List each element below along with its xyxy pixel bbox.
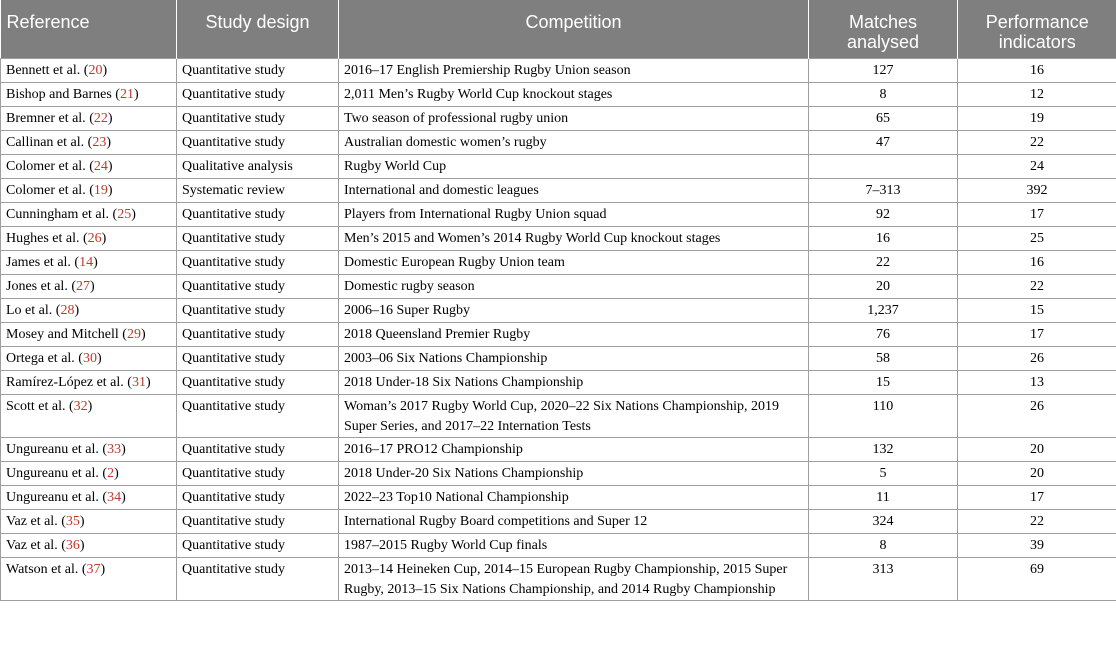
matches-analysed-cell: 58 (809, 346, 958, 370)
matches-analysed-cell: 132 (809, 437, 958, 461)
performance-indicators-cell: 17 (958, 322, 1116, 346)
study-design-cell: Quantitative study (177, 202, 339, 226)
reference-number-link[interactable]: 31 (131, 374, 146, 390)
reference-author: Jones et al. (6, 278, 68, 294)
reference-cell: Lo et al. (28) (1, 298, 177, 322)
reference-cell: Jones et al. (27) (1, 274, 177, 298)
performance-indicators-cell: 39 (958, 533, 1116, 557)
reference-number-link[interactable]: 35 (65, 513, 80, 529)
competition-cell: Men’s 2015 and Women’s 2014 Rugby World Cup knockout stages (339, 226, 809, 250)
competition-cell: 2022–23 Top10 National Championship (339, 485, 809, 509)
study-design-cell: Quantitative study (177, 130, 339, 154)
performance-indicators-cell: 20 (958, 437, 1116, 461)
competition-cell: Domestic European Rugby Union team (339, 250, 809, 274)
reference-author: Hughes et al. (6, 230, 80, 246)
reference-cell: Scott et al. (32) (1, 394, 177, 437)
reference-author: Callinan et al. (6, 134, 85, 150)
reference-cell: Watson et al. (37) (1, 557, 177, 600)
study-design-cell: Quantitative study (177, 250, 339, 274)
matches-analysed-cell: 47 (809, 130, 958, 154)
table-row (1, 226, 1116, 250)
performance-indicators-cell: 19 (958, 106, 1116, 130)
study-design-cell: Quantitative study (177, 394, 339, 437)
reference-author: Vaz et al. (6, 513, 58, 529)
reference-cell: Vaz et al. (35) (1, 509, 177, 533)
reference-number-link[interactable]: 26 (87, 230, 102, 246)
reference-author: Colomer et al. (6, 182, 86, 198)
reference-author: Scott et al. (6, 398, 66, 414)
header-row (1, 0, 1116, 58)
reference-number-link[interactable]: 2 (107, 465, 115, 481)
reference-cell: Mosey and Mitchell (29) (1, 322, 177, 346)
performance-indicators-cell: 16 (958, 58, 1116, 82)
competition-cell: 2018 Queensland Premier Rugby (339, 322, 809, 346)
reference-cell: Colomer et al. (24) (1, 154, 177, 178)
performance-indicators-cell: 392 (958, 178, 1116, 202)
competition-cell: Woman’s 2017 Rugby World Cup, 2020–22 Six Nations Championship, 2019 Super Series, and 2017–22 Internation Tests (339, 394, 809, 437)
table-row (1, 437, 1116, 461)
reference-number-link[interactable]: 20 (88, 62, 103, 78)
reference-cell: Bishop and Barnes (21) (1, 82, 177, 106)
reference-author: Ortega et al. (6, 350, 75, 366)
competition-cell: Players from International Rugby Union squad (339, 202, 809, 226)
performance-indicators-cell: 22 (958, 274, 1116, 298)
matches-analysed-cell: 324 (809, 509, 958, 533)
matches-analysed-cell: 7–313 (809, 178, 958, 202)
reference-author: Ungureanu et al. (6, 489, 99, 505)
reference-number-link[interactable]: 14 (79, 254, 94, 270)
competition-cell: 2003–06 Six Nations Championship (339, 346, 809, 370)
competition-cell: Domestic rugby season (339, 274, 809, 298)
matches-analysed-cell (809, 154, 958, 178)
reference-cell: Ramírez-López et al. (31) (1, 370, 177, 394)
header-competition: Competition (339, 0, 809, 58)
study-design-cell: Quantitative study (177, 82, 339, 106)
table-row (1, 178, 1116, 202)
header-performance-indicators: Performance indicators (958, 0, 1116, 58)
reference-cell: Callinan et al. (23) (1, 130, 177, 154)
matches-analysed-cell: 110 (809, 394, 958, 437)
table-row (1, 346, 1116, 370)
study-design-cell: Quantitative study (177, 557, 339, 600)
performance-indicators-cell: 26 (958, 346, 1116, 370)
competition-cell: 2016–17 PRO12 Championship (339, 437, 809, 461)
reference-number-link[interactable]: 23 (92, 134, 107, 150)
table-row (1, 485, 1116, 509)
reference-author: Mosey and Mitchell (6, 326, 119, 342)
reference-number-link[interactable]: 25 (117, 206, 132, 222)
matches-analysed-cell: 16 (809, 226, 958, 250)
study-design-cell: Quantitative study (177, 485, 339, 509)
reference-number-link[interactable]: 22 (93, 110, 108, 126)
study-design-cell: Quantitative study (177, 322, 339, 346)
competition-cell: 1987–2015 Rugby World Cup finals (339, 533, 809, 557)
reference-number-link[interactable]: 21 (119, 86, 134, 102)
performance-indicators-cell: 15 (958, 298, 1116, 322)
study-design-cell: Quantitative study (177, 509, 339, 533)
matches-analysed-cell: 76 (809, 322, 958, 346)
reference-cell: Colomer et al. (19) (1, 178, 177, 202)
matches-analysed-cell: 8 (809, 82, 958, 106)
reference-cell: Bennett et al. (20) (1, 58, 177, 82)
study-design-cell: Quantitative study (177, 298, 339, 322)
reference-author: Lo et al. (6, 302, 53, 318)
reference-author: Ungureanu et al. (6, 441, 99, 457)
table-row (1, 82, 1116, 106)
reference-author: Bishop and Barnes (6, 86, 112, 102)
reference-author: Watson et al. (6, 561, 79, 577)
reference-author: Bennett et al. (6, 62, 81, 78)
competition-cell: International Rugby Board competitions and Super 12 (339, 509, 809, 533)
reference-number-link[interactable]: 27 (76, 278, 90, 294)
performance-indicators-cell: 25 (958, 226, 1116, 250)
reference-number-link[interactable]: 29 (126, 326, 141, 342)
table-row (1, 557, 1116, 600)
table-row (1, 202, 1116, 226)
matches-analysed-cell: 65 (809, 106, 958, 130)
performance-indicators-cell: 17 (958, 485, 1116, 509)
reference-cell: James et al. (14) (1, 250, 177, 274)
reference-author: Colomer et al. (6, 158, 86, 174)
performance-indicators-cell: 69 (958, 557, 1116, 600)
matches-analysed-cell: 22 (809, 250, 958, 274)
study-design-cell: Quantitative study (177, 274, 339, 298)
table-row (1, 250, 1116, 274)
matches-analysed-cell: 11 (809, 485, 958, 509)
header-matches-analysed: Matches analysed (809, 0, 958, 58)
header-study-design: Study design (177, 0, 339, 58)
reference-number-link[interactable]: 28 (60, 302, 75, 318)
reference-cell: Hughes et al. (26) (1, 226, 177, 250)
performance-indicators-cell: 22 (958, 509, 1116, 533)
matches-analysed-cell: 20 (809, 274, 958, 298)
competition-cell: Two season of professional rugby union (339, 106, 809, 130)
reference-author: Cunningham et al. (6, 206, 110, 222)
reference-cell: Vaz et al. (36) (1, 533, 177, 557)
reference-author: Ungureanu et al. (6, 465, 99, 481)
study-design-cell: Systematic review (177, 178, 339, 202)
performance-indicators-cell: 13 (958, 370, 1116, 394)
table-row (1, 130, 1116, 154)
study-design-cell: Quantitative study (177, 346, 339, 370)
table-header (1, 0, 1116, 58)
table-row (1, 509, 1116, 533)
study-design-cell: Qualitative analysis (177, 154, 339, 178)
matches-analysed-cell: 5 (809, 461, 958, 485)
reference-number-link[interactable]: 19 (93, 182, 108, 198)
study-design-cell: Quantitative study (177, 437, 339, 461)
reference-number-link[interactable]: 34 (107, 489, 122, 505)
reference-cell: Ungureanu et al. (34) (1, 485, 177, 509)
performance-indicators-cell: 17 (958, 202, 1116, 226)
header-reference: Reference (1, 0, 177, 58)
reference-author: James et al. (6, 254, 71, 270)
table-body (1, 58, 1116, 600)
matches-analysed-cell: 1,237 (809, 298, 958, 322)
table-row (1, 298, 1116, 322)
table-row (1, 394, 1116, 437)
competition-cell: 2018 Under-20 Six Nations Championship (339, 461, 809, 485)
competition-cell: International and domestic leagues (339, 178, 809, 202)
study-design-cell: Quantitative study (177, 370, 339, 394)
matches-analysed-cell: 127 (809, 58, 958, 82)
reference-number-link[interactable]: 36 (65, 537, 80, 553)
study-design-cell: Quantitative study (177, 461, 339, 485)
reference-number-link[interactable]: 37 (86, 561, 101, 577)
table-row (1, 274, 1116, 298)
study-design-cell: Quantitative study (177, 226, 339, 250)
table-row (1, 154, 1116, 178)
table-row (1, 58, 1116, 82)
matches-analysed-cell: 313 (809, 557, 958, 600)
table-row (1, 106, 1116, 130)
matches-analysed-cell: 15 (809, 370, 958, 394)
competition-cell: 2016–17 English Premiership Rugby Union season (339, 58, 809, 82)
performance-indicators-cell: 24 (958, 154, 1116, 178)
table-row (1, 370, 1116, 394)
study-design-cell: Quantitative study (177, 58, 339, 82)
performance-indicators-cell: 20 (958, 461, 1116, 485)
reference-number-link[interactable]: 33 (107, 441, 122, 457)
reference-number-link[interactable]: 24 (93, 158, 108, 174)
competition-cell: 2013–14 Heineken Cup, 2014–15 European Rugby Championship, 2015 Super Rugby, 2013–15 Six Nations Championship, and 2014 Rugby Championship (339, 557, 809, 600)
reference-cell: Ungureanu et al. (33) (1, 437, 177, 461)
matches-analysed-cell: 8 (809, 533, 958, 557)
reference-author: Ramírez-López et al. (6, 374, 124, 390)
reference-number-link[interactable]: 30 (82, 350, 97, 366)
competition-cell: Rugby World Cup (339, 154, 809, 178)
table-row (1, 533, 1116, 557)
competition-cell: 2006–16 Super Rugby (339, 298, 809, 322)
competition-cell: 2018 Under-18 Six Nations Championship (339, 370, 809, 394)
table-row (1, 322, 1116, 346)
reference-number-link[interactable]: 32 (73, 398, 88, 414)
competition-cell: Australian domestic women’s rugby (339, 130, 809, 154)
reference-cell: Cunningham et al. (25) (1, 202, 177, 226)
reference-author: Bremner et al. (6, 110, 86, 126)
matches-analysed-cell: 92 (809, 202, 958, 226)
table-row (1, 461, 1116, 485)
competition-cell: 2,011 Men’s Rugby World Cup knockout stages (339, 82, 809, 106)
study-design-cell: Quantitative study (177, 106, 339, 130)
reference-cell: Ortega et al. (30) (1, 346, 177, 370)
performance-indicators-cell: 16 (958, 250, 1116, 274)
reference-cell: Ungureanu et al. (2) (1, 461, 177, 485)
reference-cell: Bremner et al. (22) (1, 106, 177, 130)
reference-author: Vaz et al. (6, 537, 58, 553)
study-design-cell: Quantitative study (177, 533, 339, 557)
performance-indicators-cell: 12 (958, 82, 1116, 106)
performance-indicators-cell: 22 (958, 130, 1116, 154)
performance-indicators-cell: 26 (958, 394, 1116, 437)
